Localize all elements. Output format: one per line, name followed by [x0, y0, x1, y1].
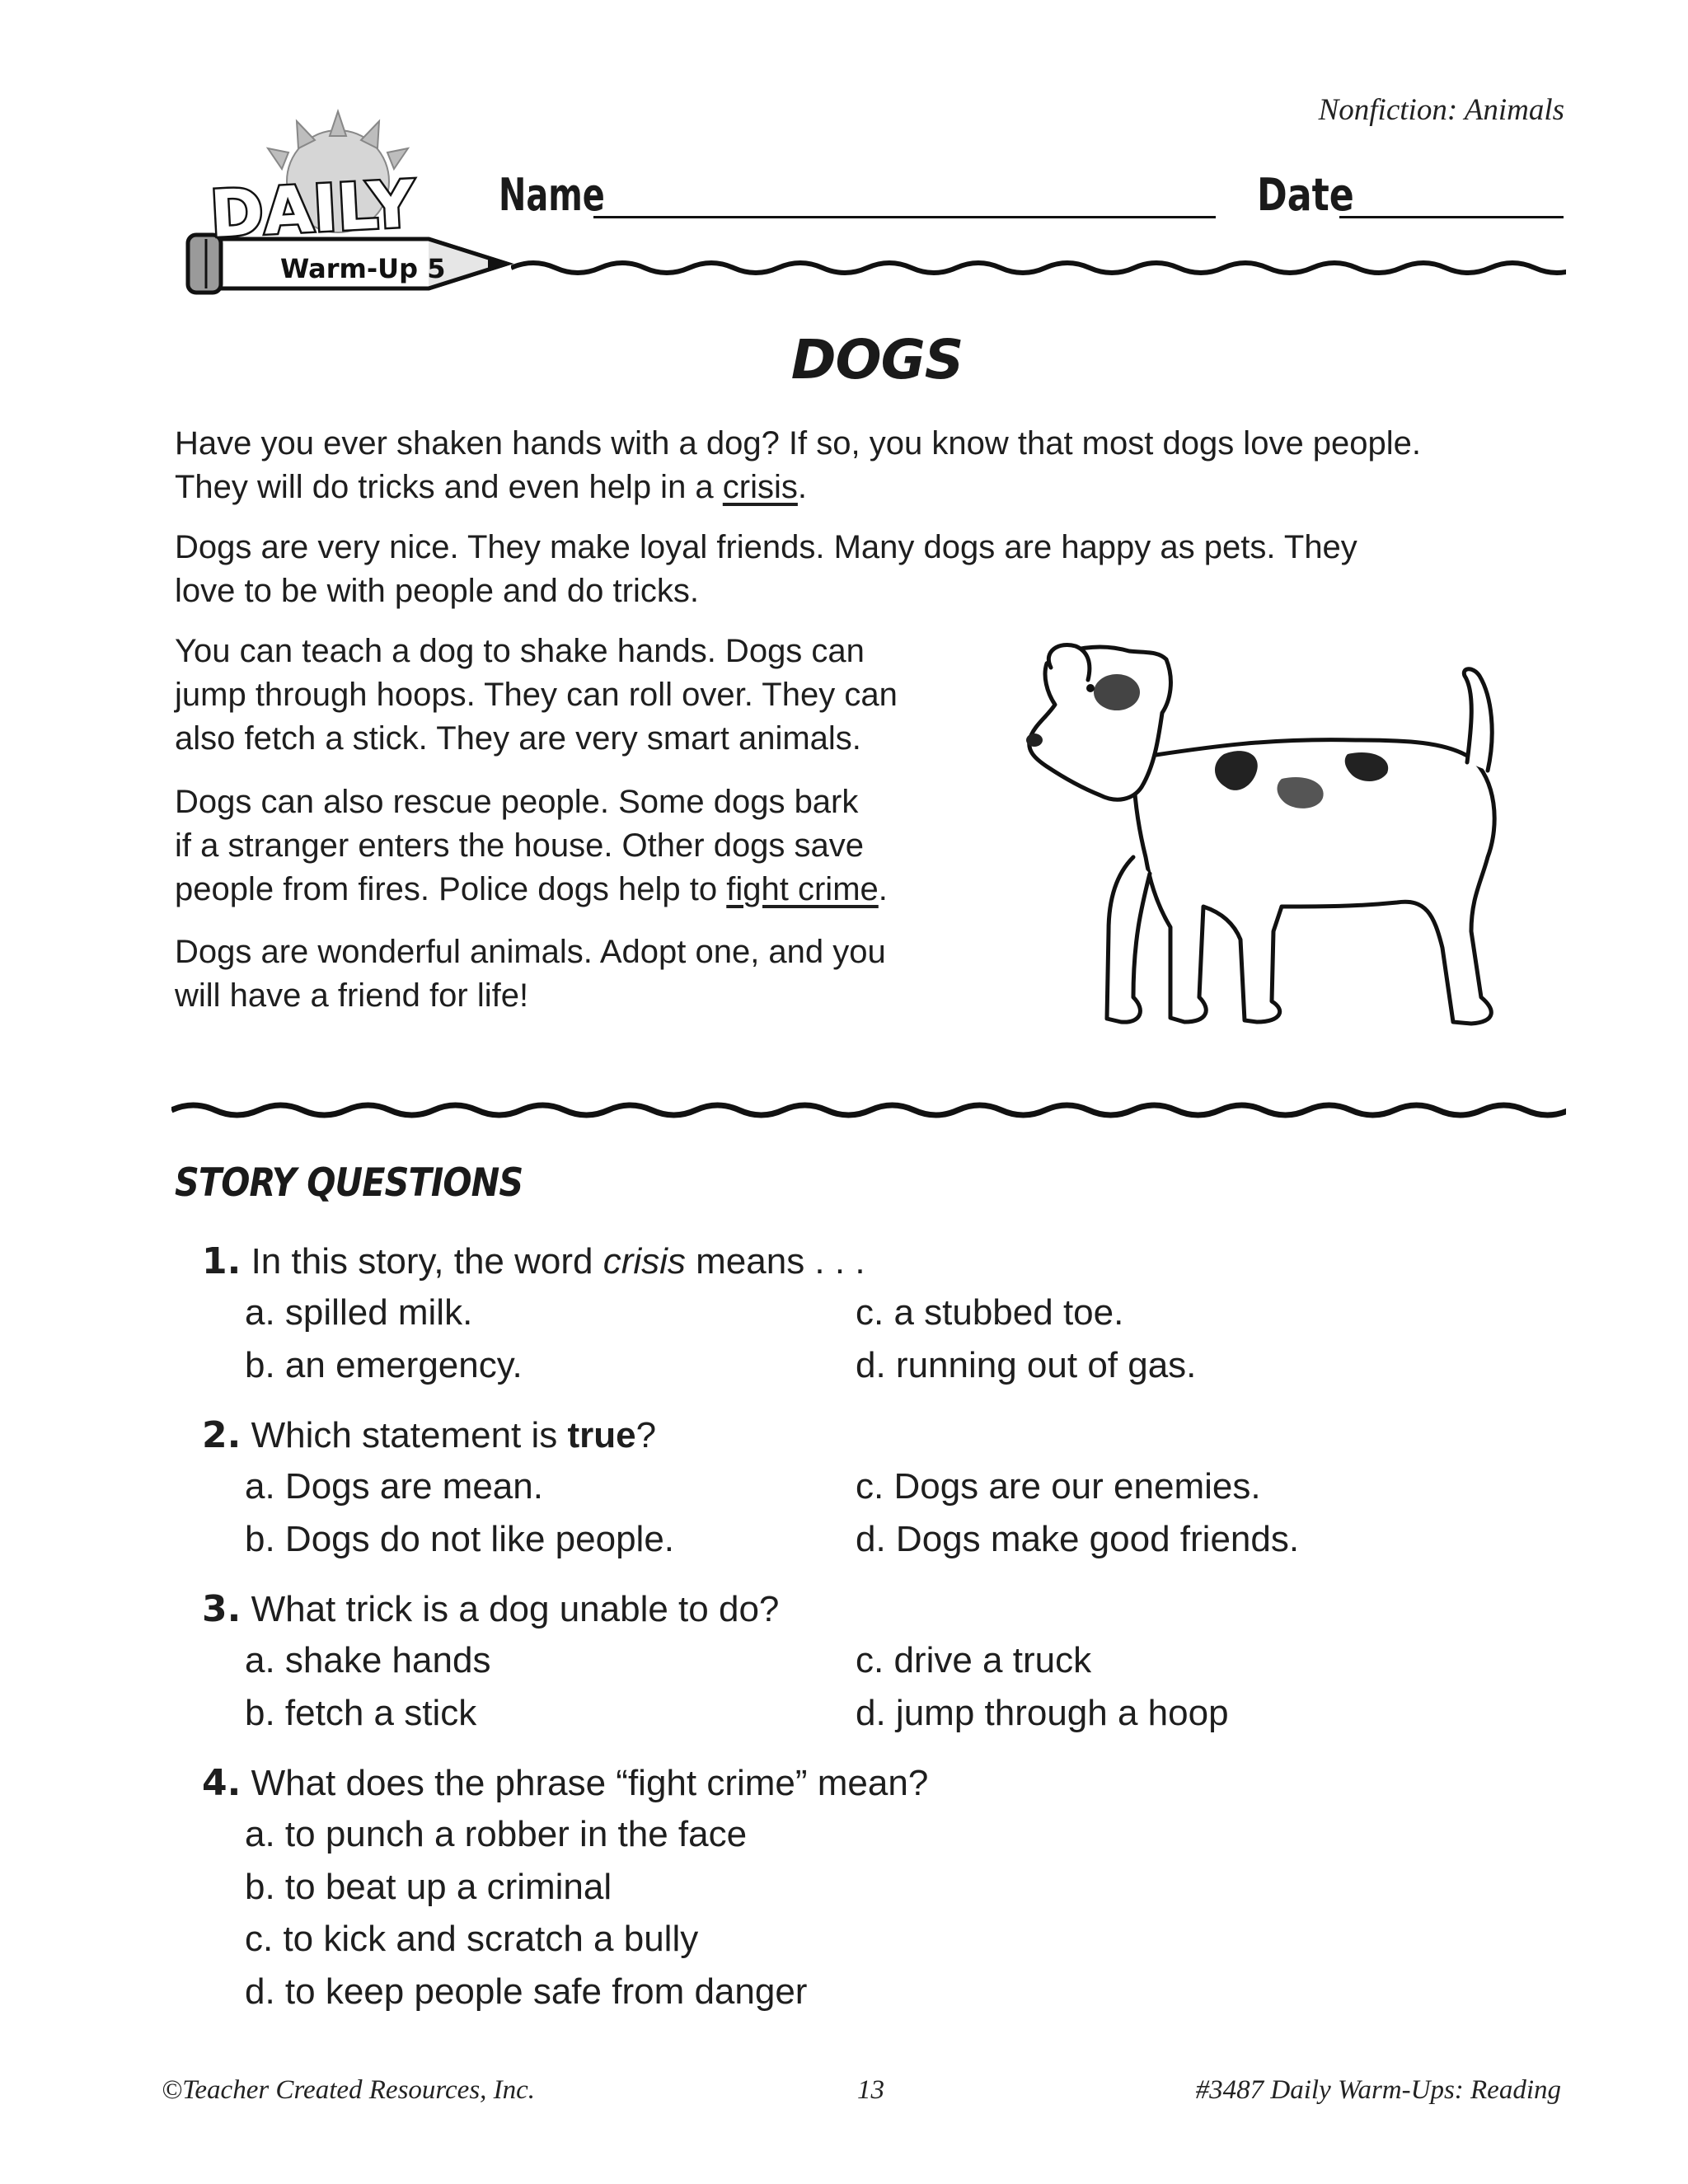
q3-option-c[interactable]: c. drive a truck — [856, 1640, 1092, 1680]
wavy-divider-icon — [511, 247, 1566, 288]
q2-option-b[interactable]: b. Dogs do not like people. — [245, 1519, 675, 1559]
dog-illustration-icon — [1010, 635, 1554, 1047]
q4-option-c[interactable]: c. to kick and scratch a bully — [245, 1919, 699, 1959]
footer-copyright: ©Teacher Created Resources, Inc. — [162, 2075, 536, 2105]
date-field[interactable] — [1339, 216, 1564, 218]
daily-warm-up-badge-icon — [181, 103, 528, 305]
q2-option-c[interactable]: c. Dogs are our enemies. — [856, 1466, 1261, 1507]
q1-option-c[interactable]: c. a stubbed toe. — [856, 1292, 1124, 1333]
paragraph-1: Have you ever shaken hands with a dog? If so, you know that most dogs love people. They will do tricks and even help in a crisis. — [175, 425, 1422, 505]
badge-sub-text: Warm-Up 5 — [280, 253, 446, 284]
date-label: Date — [1257, 169, 1354, 221]
q1-option-a[interactable]: a. spilled milk. — [245, 1292, 473, 1333]
question-3: 3. What trick is a dog unable to do? — [202, 1588, 780, 1630]
q3-option-d[interactable]: d. jump through a hoop — [856, 1693, 1229, 1733]
q2-option-d[interactable]: d. Dogs make good friends. — [856, 1519, 1300, 1559]
q3-option-a[interactable]: a. shake hands — [245, 1640, 491, 1680]
q4-option-d[interactable]: d. to keep people safe from danger — [245, 1971, 808, 2012]
name-label: Name — [499, 169, 605, 221]
q2-option-a[interactable]: a. Dogs are mean. — [245, 1466, 543, 1507]
fight-crime-phrase: fight crime — [726, 871, 879, 907]
wavy-divider-icon — [171, 1090, 1566, 1131]
question-1: 1. In this story, the word crisis means . . . — [202, 1240, 865, 1282]
question-2: 2. Which statement is true? — [202, 1414, 657, 1456]
paragraph-2: Dogs are very nice. They make loyal friends. Many dogs are happy as pets. They love to be with people and do tricks. — [175, 529, 1357, 609]
question-4: 4. What does the phrase “fight crime” mean? — [202, 1762, 929, 1804]
q3-option-b[interactable]: b. fetch a stick — [245, 1693, 477, 1733]
name-field[interactable] — [593, 216, 1216, 218]
category-label: Nonfiction: Animals — [1318, 93, 1564, 127]
crisis-word: crisis — [722, 469, 798, 505]
page-number: 13 — [857, 2075, 884, 2105]
paragraph-5: Dogs are wonderful animals. Adopt one, and you will have a friend for life! — [175, 934, 886, 1014]
q1-option-b[interactable]: b. an emergency. — [245, 1345, 523, 1385]
paragraph-4: Dogs can also rescue people. Some dogs bark if a stranger enters the house. Other dogs save people from fires. Police dogs help to fight crime. — [175, 784, 888, 907]
footer-book-title: #3487 Daily Warm-Ups: Reading — [1195, 2075, 1561, 2105]
badge-main-text: DAILY — [208, 167, 417, 253]
questions-title: STORY QUESTIONS — [175, 1160, 523, 1206]
story-title: DOGS — [790, 328, 964, 391]
q4-option-a[interactable]: a. to punch a robber in the face — [245, 1814, 748, 1854]
q4-option-b[interactable]: b. to beat up a criminal — [245, 1867, 612, 1907]
paragraph-3: You can teach a dog to shake hands. Dogs can jump through hoops. They can roll over. They can also fetch a stick. They are very smart animals. — [175, 633, 898, 757]
q1-option-d[interactable]: d. running out of gas. — [856, 1345, 1197, 1385]
